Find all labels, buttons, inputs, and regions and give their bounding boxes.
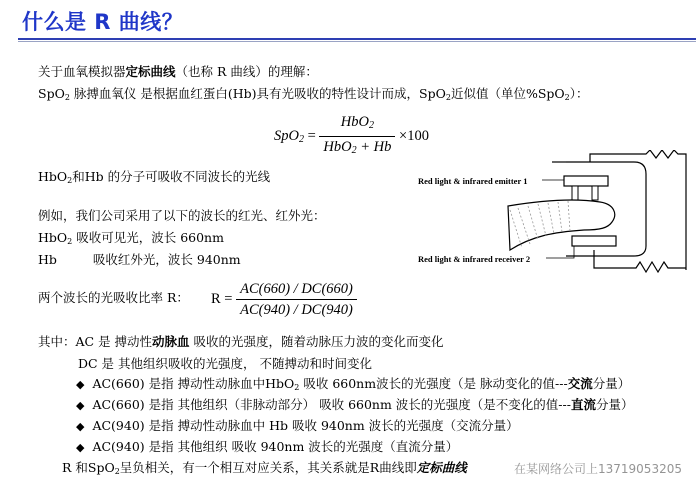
emitter-block — [564, 176, 608, 186]
spo2-fraction: $\frac{HbO_2}{HbO_2 + Hb}$ — [319, 112, 395, 161]
intro-line: 关于血氧模拟器定标曲线（也称 R 曲线）的理解： — [38, 64, 318, 79]
receiver-block — [572, 236, 616, 246]
intro-emphasis: 定标曲线 — [125, 64, 176, 79]
title-rule — [18, 38, 696, 40]
diamond-bullet-icon: ◆ — [76, 378, 85, 391]
conclusion-emphasis: 定标曲线 — [416, 460, 467, 475]
spo2-formula: SpO$_2$ = $\frac{HbO_2}{HbO_2 + Hb}$ ×100 — [274, 112, 429, 161]
watermark-overlay: 在某网络公司上13719053205 — [514, 462, 682, 476]
conclusion-line: R 和SpO$_2$呈负相关，有一个相互对应关系，其关系就是R曲线即定标曲线 — [62, 460, 467, 476]
ratio-formula: R = $\frac{AC(660) / DC(660)}{AC(940) / DC(940)}$ — [211, 279, 357, 320]
receiver-wire — [594, 250, 686, 272]
receiver-label: Red light & infrared receiver 2 — [418, 254, 531, 264]
bullet-item: ◆ AC(660) 是指 搏动性动脉血中HbO$_2$ 吸收 660nm波长的光强度（是 脉动变化的值---交流分量） — [76, 376, 631, 392]
ratio-label: 两个波长的光吸收比率 R： — [38, 290, 189, 305]
where-dc: DC 是 其他组织吸收的光强度， 不随搏动和时间变化 — [78, 356, 373, 371]
where-ac-emphasis: 动脉血 — [152, 334, 190, 349]
title-rule-shadow — [18, 41, 696, 42]
diamond-bullet-icon: ◆ — [76, 441, 85, 454]
where-ac: 其中：AC 是 搏动性动脉血 吸收的光强度，随着动脉压力波的变化而变化 — [38, 334, 444, 349]
ratio-fraction: $\frac{AC(660) / DC(660)}{AC(940) / DC(940)}$ — [236, 279, 357, 320]
page-title: 什么是 R 曲线？ — [22, 10, 184, 34]
hb-wavelength: Hb 吸收红外光，波长 940nm — [38, 252, 241, 267]
absorb-line: HbO$_2$和Hb 的分子可吸收不同波长的光线 — [38, 169, 271, 185]
example-line: 例如，我们公司采用了以下的波长的红光、红外光： — [38, 208, 326, 223]
diamond-bullet-icon: ◆ — [76, 420, 85, 433]
emitter-label: Red light & infrared emitter 1 — [418, 176, 528, 186]
spo2-definition: SpO$_2$ 脉搏血氧仪 是根据血红蛋白(Hb)具有光吸收的特性设计而成，SpO$_2$近似值（单位%SpO$_2$）： — [38, 86, 589, 102]
hbo2-wavelength: HbO$_2$ 吸收可见光，波长 660nm — [38, 230, 224, 246]
bullet-item: ◆ AC(660) 是指 其他组织（非脉动部分） 吸收 660nm 波长的光强度（是不变化的值---直流分量） — [76, 397, 634, 412]
bullet-item: ◆ AC(940) 是指 其他组织 吸收 940nm 波长的光强度（直流分量） — [76, 439, 459, 454]
diamond-bullet-icon: ◆ — [76, 399, 85, 412]
bullet-item: ◆ AC(940) 是指 搏动性动脉血中 Hb 吸收 940nm 波长的光强度（交流分量） — [76, 418, 519, 433]
